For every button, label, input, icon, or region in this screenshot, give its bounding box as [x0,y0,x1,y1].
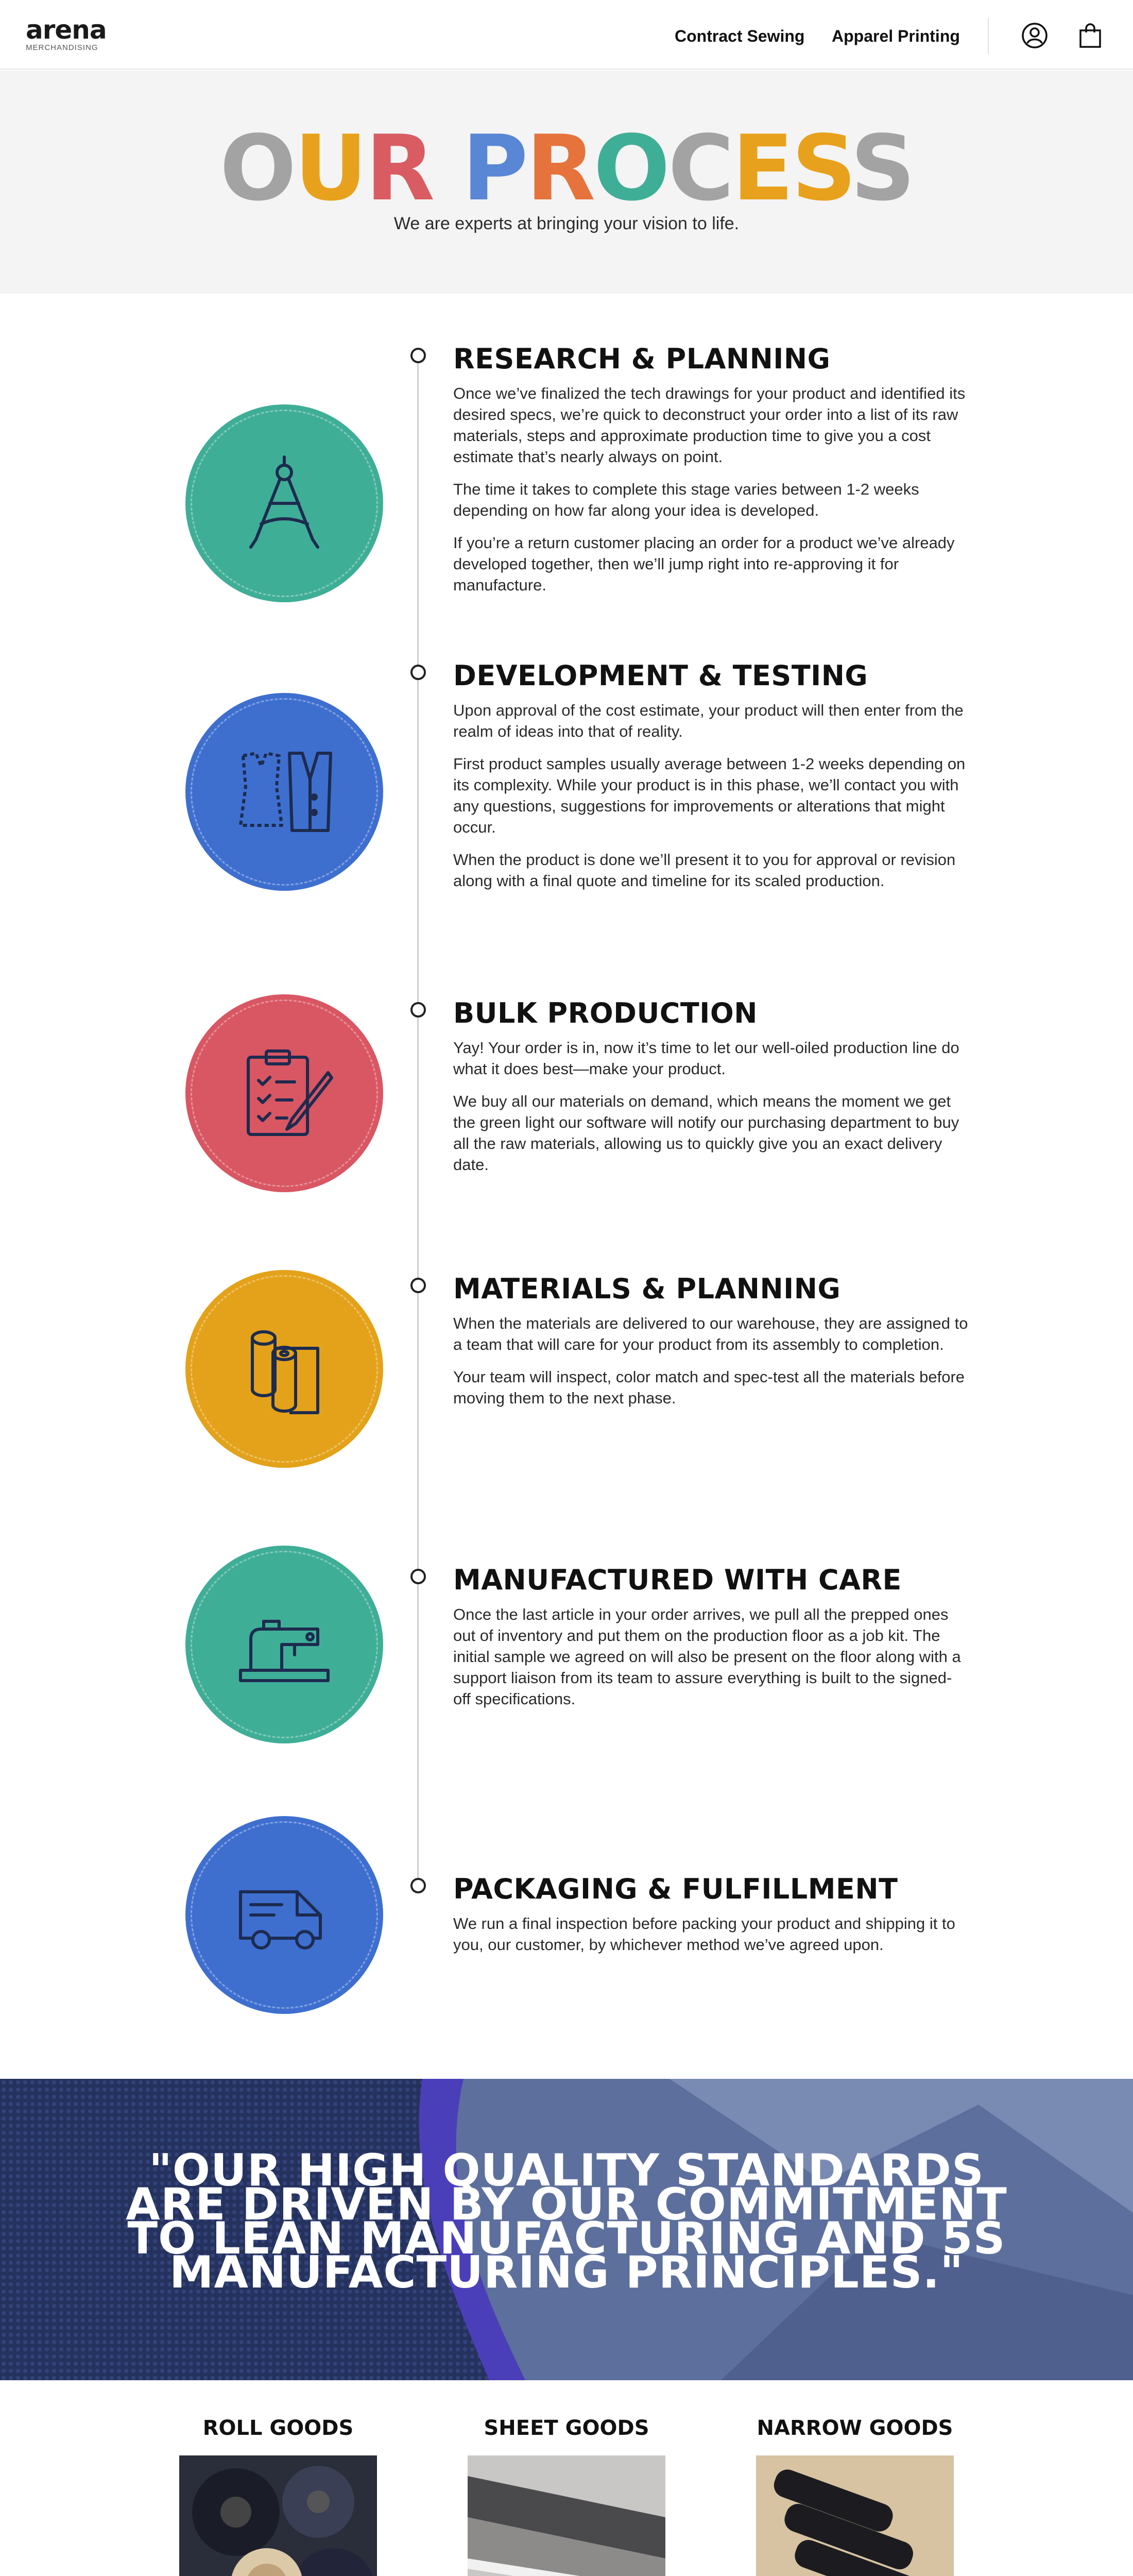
step-paragraph: Upon approval of the cost estimate, your product will then enter from the realm of ideas into that of reality. [453,701,964,740]
hero-section [0,71,1133,294]
step-body [453,1037,968,1187]
step-icon-circle [185,994,383,1192]
delivery-van-icon [233,1863,336,1967]
velcro-strips-photo [756,2455,954,2576]
goods-title: SHEET GOODS [484,2416,649,2440]
clipboard-checklist-icon [233,1042,336,1145]
timeline-dot [410,1002,426,1018]
step-icon-circle [185,404,383,602]
garment-vest-icon [233,740,336,843]
step-body [453,700,968,903]
goods-title: ROLL GOODS [202,2416,354,2440]
step-paragraph: Yay! Your order is in, now it’s time to let our well-oiled production line do what it does best—make your product. [453,1039,959,1078]
title-letter [433,116,462,221]
goods-item-roll [154,2416,402,2576]
title-letter: R [526,116,594,221]
timeline-line [417,355,419,1886]
step-paragraph: First product samples usually average between 1-2 weeks depending on its complexity. While your product is in this phase, we’ll contact you with any questions, suggestions for improvements or alterations that might occur. [453,755,966,836]
title-letter: O [593,116,668,221]
title-letter: O [219,116,295,221]
step-title: RESEARCH & PLANNING [453,343,831,375]
logo[interactable] [26,16,107,53]
step-icon-circle [185,693,383,891]
goods-item-narrow [731,2416,978,2576]
step-title: MATERIALS & PLANNING [453,1273,841,1305]
svg-text:OUR PROCESS [220,116,914,221]
step-title: BULK PRODUCTION [453,997,758,1029]
quote-text: "OUR HIGH QUALITY STANDARDS ARE DRIVEN BY OUR COMMITMENT TO LEAN MANUFACTURING AND 5S MANUFACTURING PRINCIPLES." [126,2145,1007,2298]
title-letter: C [668,116,732,221]
step-body [453,1313,968,1420]
nav-contract-sewing[interactable]: Contract Sewing [675,27,805,45]
logo-wordmark: arena [26,15,107,45]
step-title: PACKAGING & FULFILLMENT [453,1873,898,1905]
timeline-dot [410,665,426,680]
page-title [219,116,914,221]
step-icon-circle [185,1270,383,1468]
account-icon[interactable] [1021,22,1049,49]
goods-title: NARROW GOODS [757,2416,953,2440]
step-paragraph: If you’re a return customer placing an order for a product we’ve already developed together, then we’ll jump right into re-approving it for manufacture. [453,534,955,594]
timeline-dot [410,1278,426,1293]
compass-drafting-icon [233,452,336,555]
fabric-rolls-icon [233,1317,336,1420]
page-subtitle: We are experts at bringing your vision to life. [393,214,740,233]
step-icon-circle [185,1546,383,1743]
title-letter: R [365,116,433,221]
step-body [453,1913,968,1967]
timeline-dot [410,1878,426,1893]
nav-apparel-printing[interactable]: Apparel Printing [832,27,960,45]
quote-banner [0,2079,1133,2380]
step-body [453,1604,968,1721]
sewing-machine-icon [233,1593,336,1696]
step-icon-circle [185,1816,383,2014]
sheet-material-photo [468,2455,665,2576]
timeline-dot [410,1569,426,1584]
step-title: MANUFACTURED WITH CARE [453,1564,902,1596]
step-paragraph: When the product is done we’ll present it to you for approval or revision along with a final quote and timeline for its scaled production. [453,851,956,890]
title-letter: P [462,116,526,221]
title-letter: E [732,116,792,221]
title-letter: S [792,116,851,221]
step-paragraph: We buy all our materials on demand, which means the moment we get the green light our software will notify our purchasing department to buy all the raw materials, allowing us to quickly give you an exact delivery date. [453,1092,959,1174]
step-body [453,383,968,607]
site-header [0,0,1133,70]
step-paragraph: The time it takes to complete this stage varies between 1-2 weeks depending on how far along your idea is developed. [453,480,919,519]
fabric-rolls-photo [179,2455,377,2576]
step-paragraph: When the materials are delivered to our warehouse, they are assigned to a team that will care for your product from its assembly to completion. [453,1314,968,1353]
step-paragraph: Your team will inspect, color match and spec-test all the materials before moving them to the next phase. [453,1368,965,1407]
header-divider [988,18,989,54]
title-letter: S [850,116,914,221]
step-paragraph: Once the last article in your order arrives, we pull all the prepped ones out of inventory and put them on the production floor as a job kit. The initial sample we agreed on will also be present on the floor along with a support liaison from its team to assure everything is built to the signed-off specifications. [453,1605,961,1708]
goods-item-sheet [443,2416,690,2576]
timeline-dot [410,348,426,363]
step-paragraph: We run a final inspection before packing your product and shipping it to you, our customer, by whichever method we’ve agreed upon. [453,1914,955,1954]
logo-tagline: MERCHANDISING [26,43,98,52]
title-letter: U [294,116,366,221]
step-title: DEVELOPMENT & TESTING [453,659,868,692]
shopping-bag-icon[interactable] [1076,22,1104,49]
step-paragraph: Once we’ve finalized the tech drawings for your product and identified its desired specs, we’re quick to deconstruct your order into a list of its raw materials, steps and approximate production time to give you a cost estimate that’s nearly always on point. [453,384,966,466]
